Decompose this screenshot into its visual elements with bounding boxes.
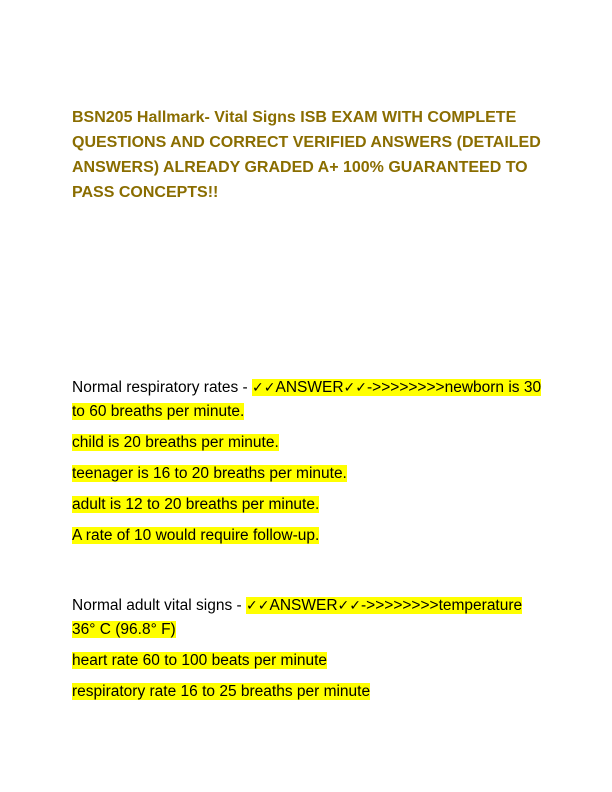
answer-line [72, 524, 542, 547]
document-title: BSN205 Hallmark- Vital Signs ISB EXAM WITH COMPLETE QUESTIONS AND CORRECT VERIFIED ANSWERS (DETAILED ANSWERS) ALREADY GRADED A+ 100% GUARANTEED TO PASS CONCEPTS!! [72, 109, 541, 201]
answer-line [72, 680, 542, 703]
answer-line [72, 462, 542, 485]
answer-text: teenager is 16 to 20 breaths per minute. [72, 465, 347, 482]
answer-text: respiratory rate 16 to 25 breaths per minute [72, 683, 371, 700]
question-text: Normal respiratory rates - [72, 379, 253, 396]
answer-line [72, 493, 542, 516]
qa-section-respiratory-rates [72, 376, 542, 555]
qa-question-line [72, 376, 542, 423]
answer-line [72, 431, 542, 454]
answer-text: child is 20 breaths per minute. [72, 434, 279, 451]
check-marks-icon: ✓✓ [246, 598, 270, 614]
answer-text: ->>>>>>>>temperature 36° C (96.8° F) [72, 597, 523, 638]
answer-label: ANSWER [275, 379, 344, 396]
answer-text: A rate of 10 would require follow-up. [72, 527, 320, 544]
answer-text: ->>>>>>>>newborn is 30 to 60 breaths per minute. [72, 379, 542, 420]
question-text: Normal adult vital signs - [72, 597, 247, 614]
answer-text: heart rate 60 to 100 beats per minute [72, 652, 328, 669]
answer-label: ANSWER [269, 597, 338, 614]
check-marks-icon: ✓✓ [337, 598, 361, 614]
check-marks-icon: ✓✓ [252, 380, 276, 396]
qa-section-adult-vital-signs [72, 594, 542, 711]
check-marks-icon: ✓✓ [343, 380, 367, 396]
answer-line [72, 649, 542, 672]
qa-question-line [72, 594, 542, 641]
answer-text: adult is 12 to 20 breaths per minute. [72, 496, 320, 513]
